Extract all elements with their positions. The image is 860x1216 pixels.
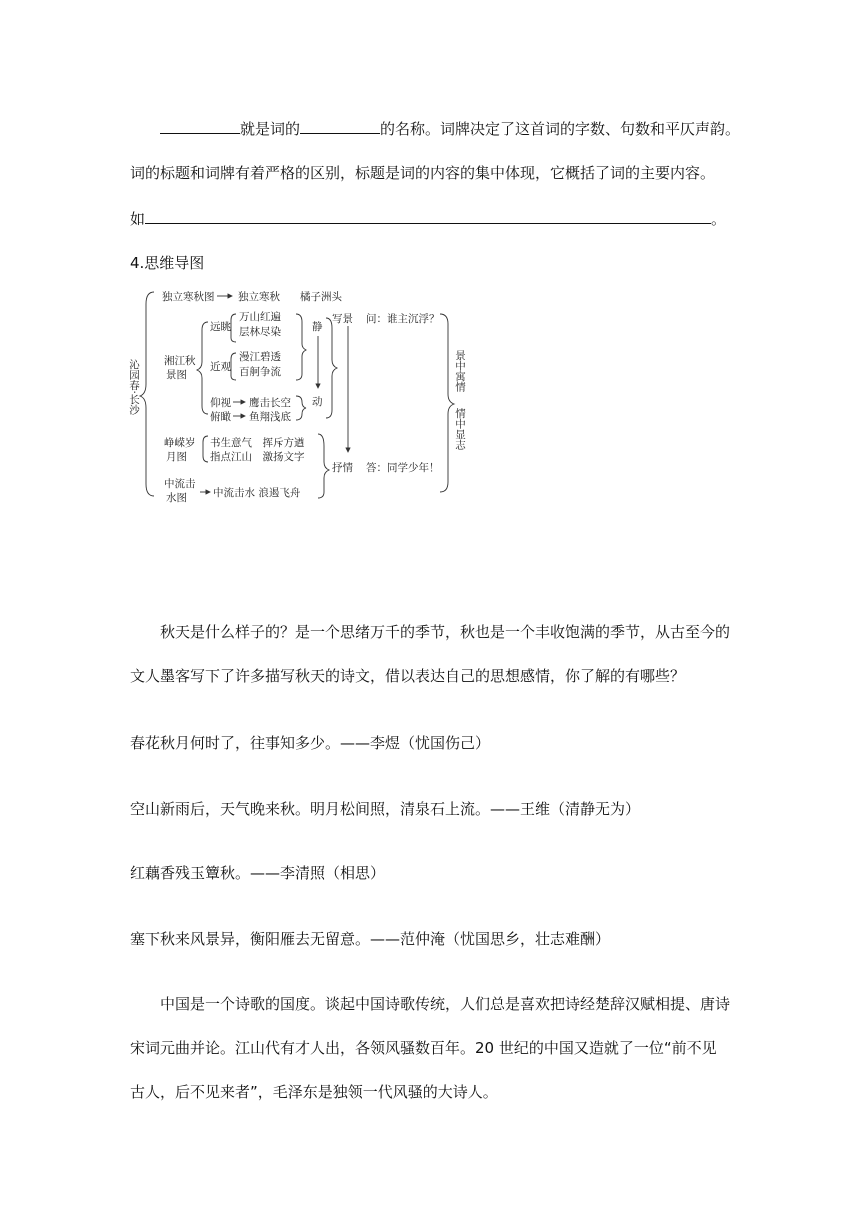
zlj-scene-2: 水图 [166,492,187,504]
root-brace [140,292,154,496]
xj-brace [197,322,208,414]
quote-3: 红藕香残玉簟秋。——李清照（相思） [130,864,386,882]
dlq-mid: 独立寒秋 [238,291,280,303]
answer-blank-3[interactable] [145,208,711,224]
xiejing-label: 写景 [332,313,353,325]
dlq-scene: 独立寒秋图 [162,291,215,303]
down-label: 俯瞰 [210,411,231,423]
intro-line-1 [130,118,740,139]
question-text: 问：谁主沉浮？ [366,313,440,325]
answer-blank-2[interactable] [300,118,380,134]
near-label: 近观 [210,361,231,373]
xj-scene-2: 景图 [166,369,187,381]
section-heading: 4.思维导图 [130,254,205,272]
theme-brace [440,314,454,492]
zrs-scene-1: 峥嵘岁 [164,437,196,449]
dlq-right: 橘子洲头 [300,291,342,303]
paragraph-1-line-2: 文人墨客写下了许多描写秋天的诗文，借以表达自己的思想感情，你了解的有哪些？ [130,667,686,685]
paragraph-2-line-2: 宋词元曲并论。江山代有才人出，各领风骚数百年。20 世纪的中国又造就了一位“前不见 [130,1039,717,1057]
zlj-item: 中流击水 浪遏飞舟 [213,487,301,499]
zlj-scene-1: 中流击 [164,478,196,490]
paragraph-1-line-1: 秋天是什么样子的？是一个思绪万千的季节，秋也是一个丰收饱满的季节，从古至今的 [160,623,731,641]
far-item-2: 层林尽染 [239,326,281,338]
intro-text-1a: 就是词的 [240,120,301,138]
paragraph-2-line-3: 古人，后不见来者”，毛泽东是独领一代风骚的大诗人。 [130,1083,498,1101]
down-item: 鱼翔浅底 [249,411,291,423]
far-item-1: 万山红遍 [239,311,281,323]
zrs-item-1: 书生意气 挥斥方遒 [210,437,305,449]
mind-map [128,284,478,509]
near-item-2: 百舸争流 [239,366,281,378]
answer-text: 答：同学少年！ [366,462,440,474]
intro-text-1b: 的名称。词牌决定了这首词的字数、句数和平仄声韵。 [380,120,741,138]
answer-blank-1[interactable] [160,118,240,134]
far-label: 远眺 [210,321,231,333]
still-label: 静 [312,321,323,333]
theme-1: 景中寓情 [454,350,466,392]
shuqing-label: 抒情 [332,462,353,474]
theme-2: 情中显志 [454,408,466,450]
xj-scene-1: 湘江秋 [164,355,196,367]
up-label: 仰视 [210,397,231,409]
intro-line-3 [130,208,726,229]
intro-text-3a: 如 [130,210,146,228]
up-item: 鹰击长空 [249,397,291,409]
move-label: 动 [312,396,323,408]
quote-1: 春花秋月何时了，往事知多少。——李煜（忧国伤己） [130,734,491,752]
near-item-1: 漫江碧透 [239,351,281,363]
map-root: 沁园春·长沙 [128,359,140,415]
zrs-item-2: 指点江山 激扬文字 [210,451,305,463]
zrs-scene-2: 月图 [166,451,187,463]
intro-text-3b: 。 [711,210,727,228]
quote-2: 空山新雨后，天气晚来秋。明月松间照，清泉石上流。——王维（清静无为） [130,800,641,818]
quote-4: 塞下秋来风景异，衡阳雁去无留意。——范仲淹（忧国思乡，壮志难酬） [130,930,611,948]
paragraph-2-line-1: 中国是一个诗歌的国度。谈起中国诗歌传统，人们总是喜欢把诗经楚辞汉赋相提、唐诗 [160,995,731,1013]
intro-line-2: 词的标题和词牌有着严格的区别，标题是词的内容的集中体现，它概括了词的主要内容。 [130,164,716,182]
